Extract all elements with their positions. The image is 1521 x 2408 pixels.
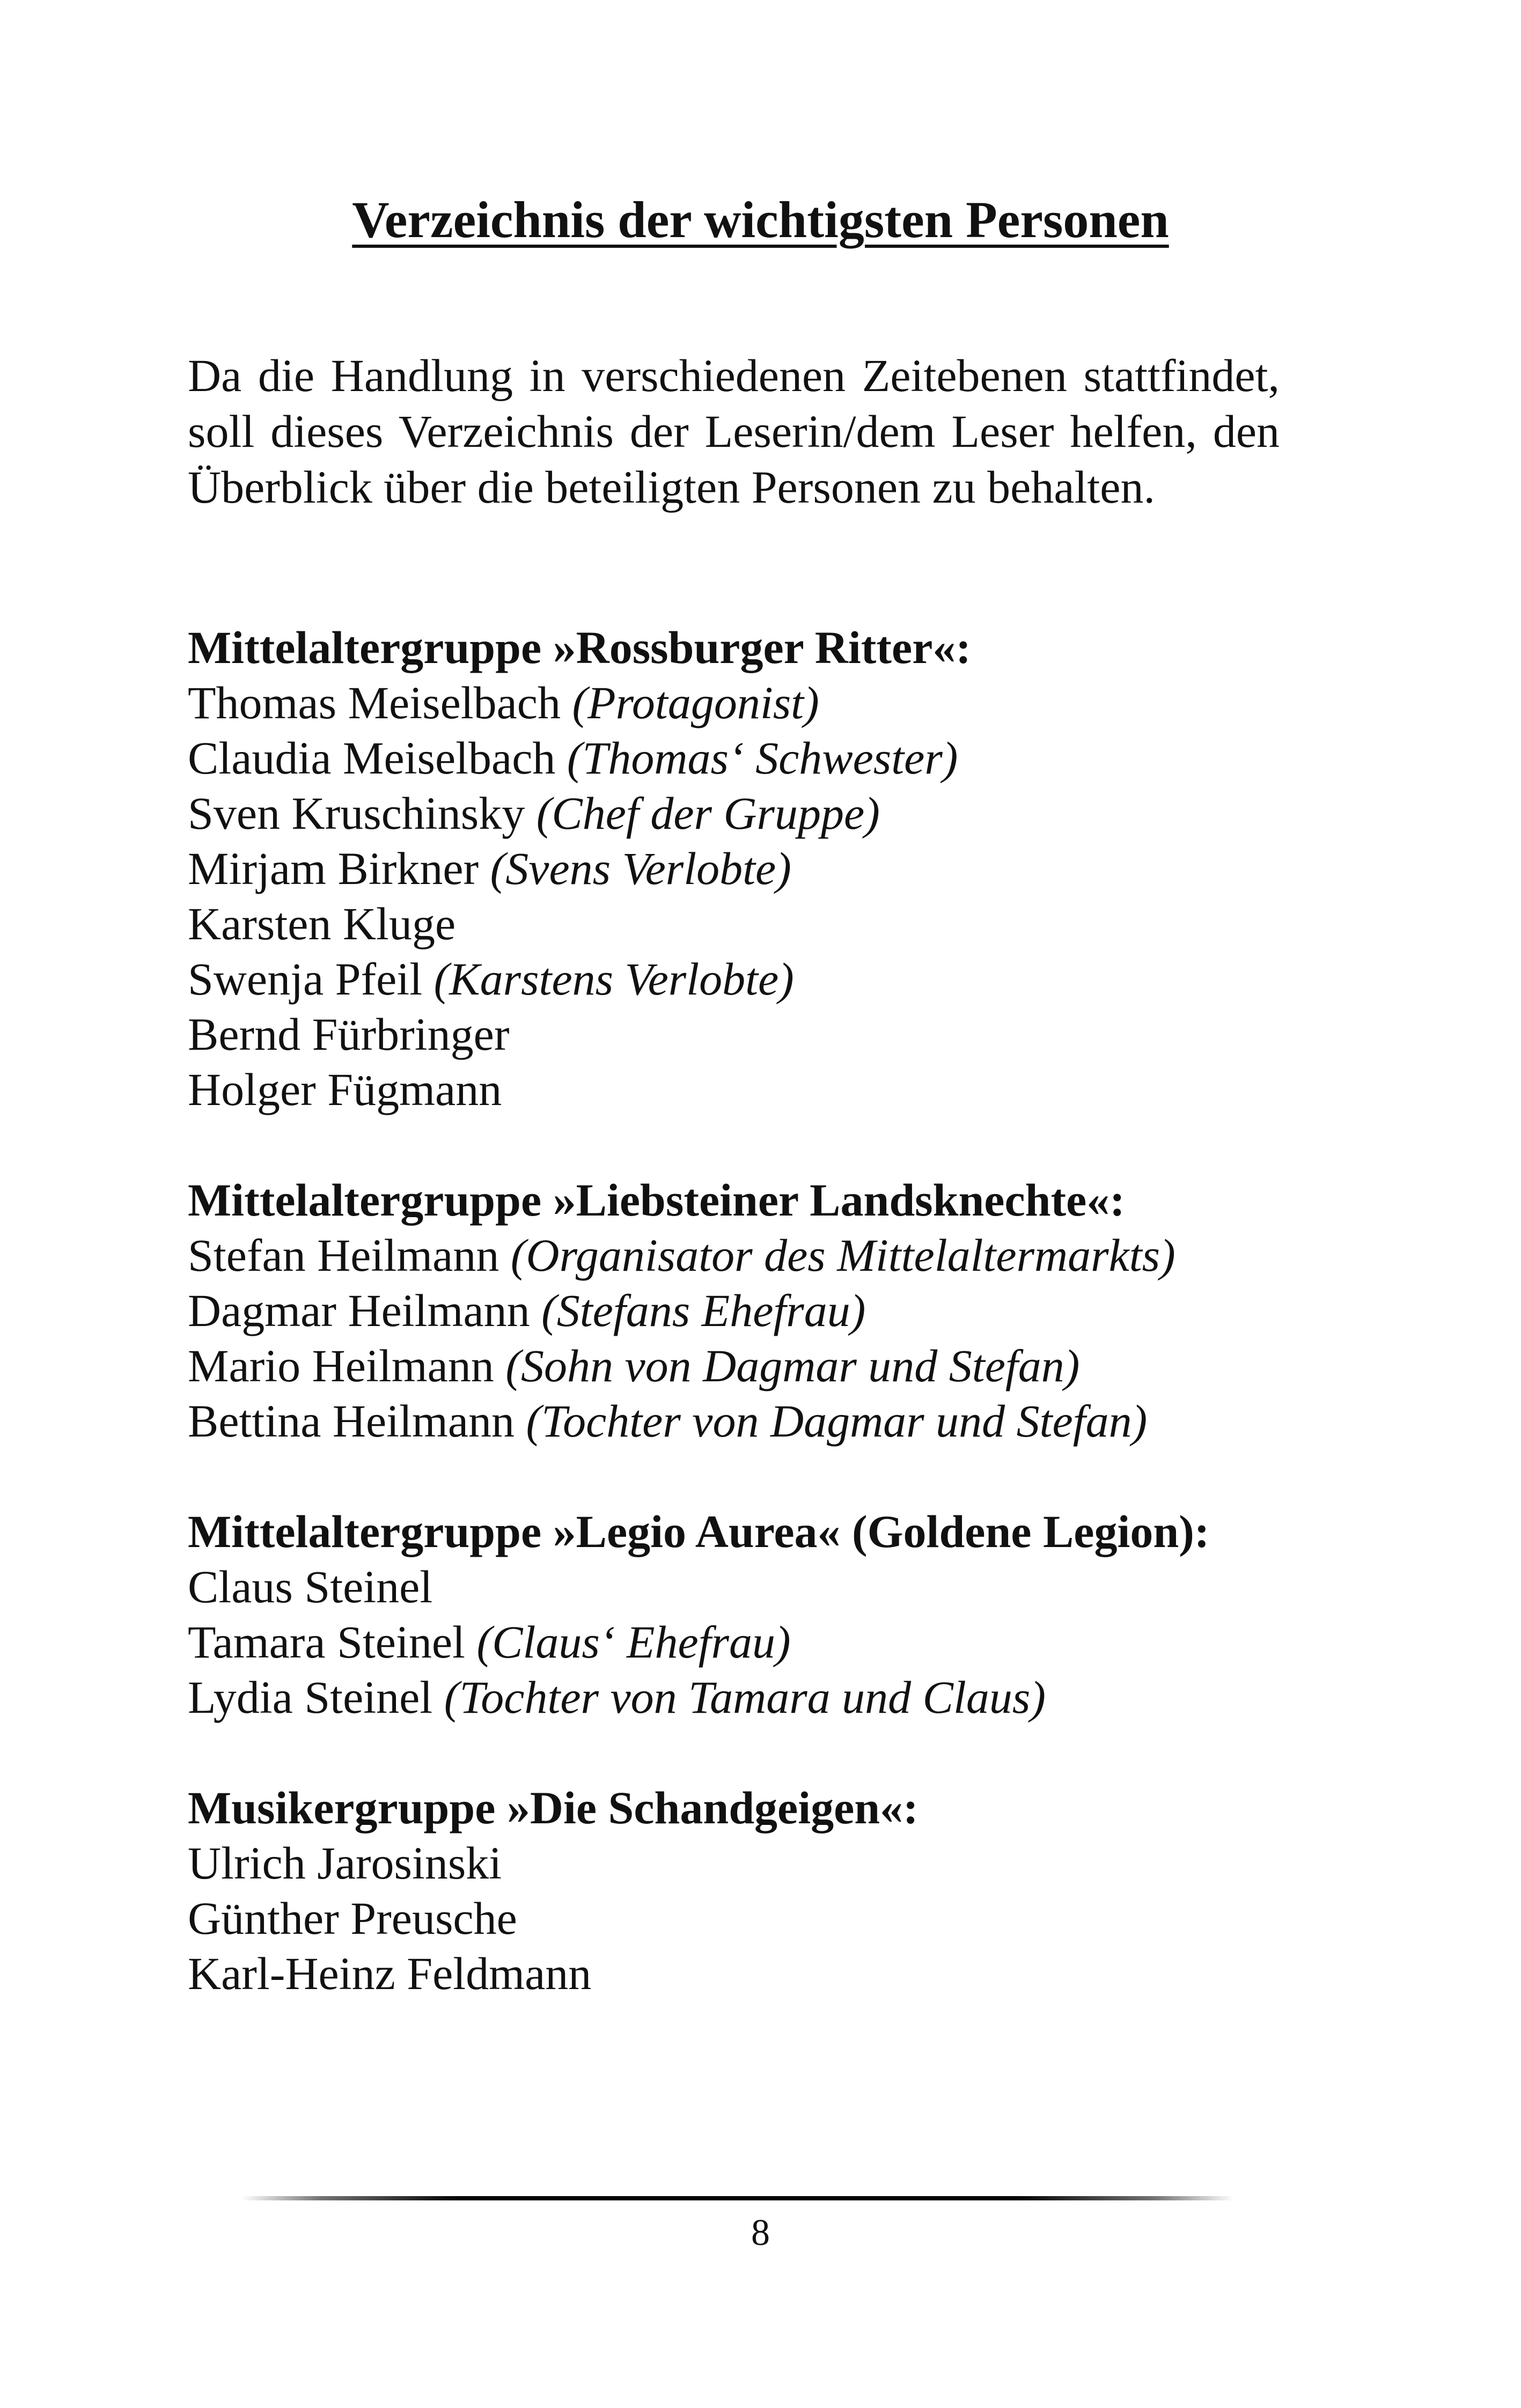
member-name: Tamara Steinel xyxy=(188,1616,465,1668)
group-die-schandgeigen xyxy=(188,1780,1333,2001)
member-name: Dagmar Heilmann xyxy=(188,1285,530,1336)
member-name: Bettina Heilmann xyxy=(188,1395,515,1447)
member-entry xyxy=(188,1338,1333,1394)
member-entry xyxy=(188,1394,1333,1449)
member-note: (Chef der Gruppe) xyxy=(536,787,880,839)
member-name: Lydia Steinel xyxy=(188,1671,433,1723)
member-entry xyxy=(188,675,1333,731)
member-name: Stefan Heilmann xyxy=(188,1229,499,1281)
member-name: Mario Heilmann xyxy=(188,1340,494,1391)
member-note: (Svens Verlobte) xyxy=(490,843,791,894)
member-entry xyxy=(188,1891,1333,1946)
member-entry xyxy=(188,952,1333,1007)
member-note: (Stefans Ehefrau) xyxy=(541,1285,866,1336)
member-note: (Claus‘ Ehefrau) xyxy=(476,1616,791,1668)
person-directory xyxy=(188,620,1333,2057)
member-entry xyxy=(188,1836,1333,1891)
member-name: Sven Kruschinsky xyxy=(188,787,525,839)
member-name: Swenja Pfeil xyxy=(188,953,423,1005)
member-name: Holger Fügmann xyxy=(188,1064,502,1115)
member-entry xyxy=(188,786,1333,841)
member-entry xyxy=(188,1615,1333,1670)
member-entry xyxy=(188,1946,1333,2001)
member-entry xyxy=(188,896,1333,952)
member-entry xyxy=(188,1007,1333,1062)
member-name: Claus Steinel xyxy=(188,1561,433,1612)
member-name: Ulrich Jarosinski xyxy=(188,1837,502,1889)
member-note: (Organisator des Mittelaltermarkts) xyxy=(510,1229,1175,1281)
group-heading: Mittelaltergruppe »Rossburger Ritter«: xyxy=(188,622,972,673)
member-entry xyxy=(188,1670,1333,1725)
member-name: Bernd Fürbringer xyxy=(188,1008,510,1060)
page-number: 8 xyxy=(751,2212,770,2254)
group-heading: Musikergruppe »Die Schandgeigen«: xyxy=(188,1782,919,1833)
group-rossburger-ritter xyxy=(188,620,1333,1117)
member-note: (Sohn von Dagmar und Stefan) xyxy=(505,1340,1080,1391)
member-name: Karsten Kluge xyxy=(188,898,456,949)
member-note: (Protagonist) xyxy=(572,677,819,728)
member-entry xyxy=(188,1062,1333,1117)
member-note: (Tochter von Dagmar und Stefan) xyxy=(526,1395,1148,1447)
member-name: Thomas Meiselbach xyxy=(188,677,561,728)
member-name: Karl-Heinz Feldmann xyxy=(188,1948,592,1999)
member-entry xyxy=(188,731,1333,786)
member-entry xyxy=(188,1559,1333,1615)
group-heading: Mittelaltergruppe »Legio Aurea« (Goldene Legion): xyxy=(188,1506,1210,1557)
group-heading: Mittelaltergruppe »Liebsteiner Landsknechte«: xyxy=(188,1174,1125,1226)
member-entry xyxy=(188,1283,1333,1338)
member-entry xyxy=(188,1228,1333,1283)
member-note: (Thomas‘ Schwester) xyxy=(567,732,958,784)
member-name: Günther Preusche xyxy=(188,1892,517,1944)
group-legio-aurea xyxy=(188,1504,1333,1725)
member-note: (Tochter von Tamara und Claus) xyxy=(444,1671,1046,1723)
member-note: (Karstens Verlobte) xyxy=(433,953,794,1005)
member-name: Mirjam Birkner xyxy=(188,843,479,894)
member-entry xyxy=(188,841,1333,896)
group-liebsteiner-landsknechte xyxy=(188,1173,1333,1449)
page-title: Verzeichnis der wichtigsten Personen xyxy=(352,191,1169,248)
member-name: Claudia Meiselbach xyxy=(188,732,556,784)
intro-paragraph: Da die Handlung in verschiedenen Zeitebenen stattfindet, soll dieses Verzeichnis der Leserin/dem Leser helfen, den Überblick über die beteiligten Personen zu behalten. xyxy=(188,350,1280,513)
footer-divider xyxy=(241,2196,1234,2200)
